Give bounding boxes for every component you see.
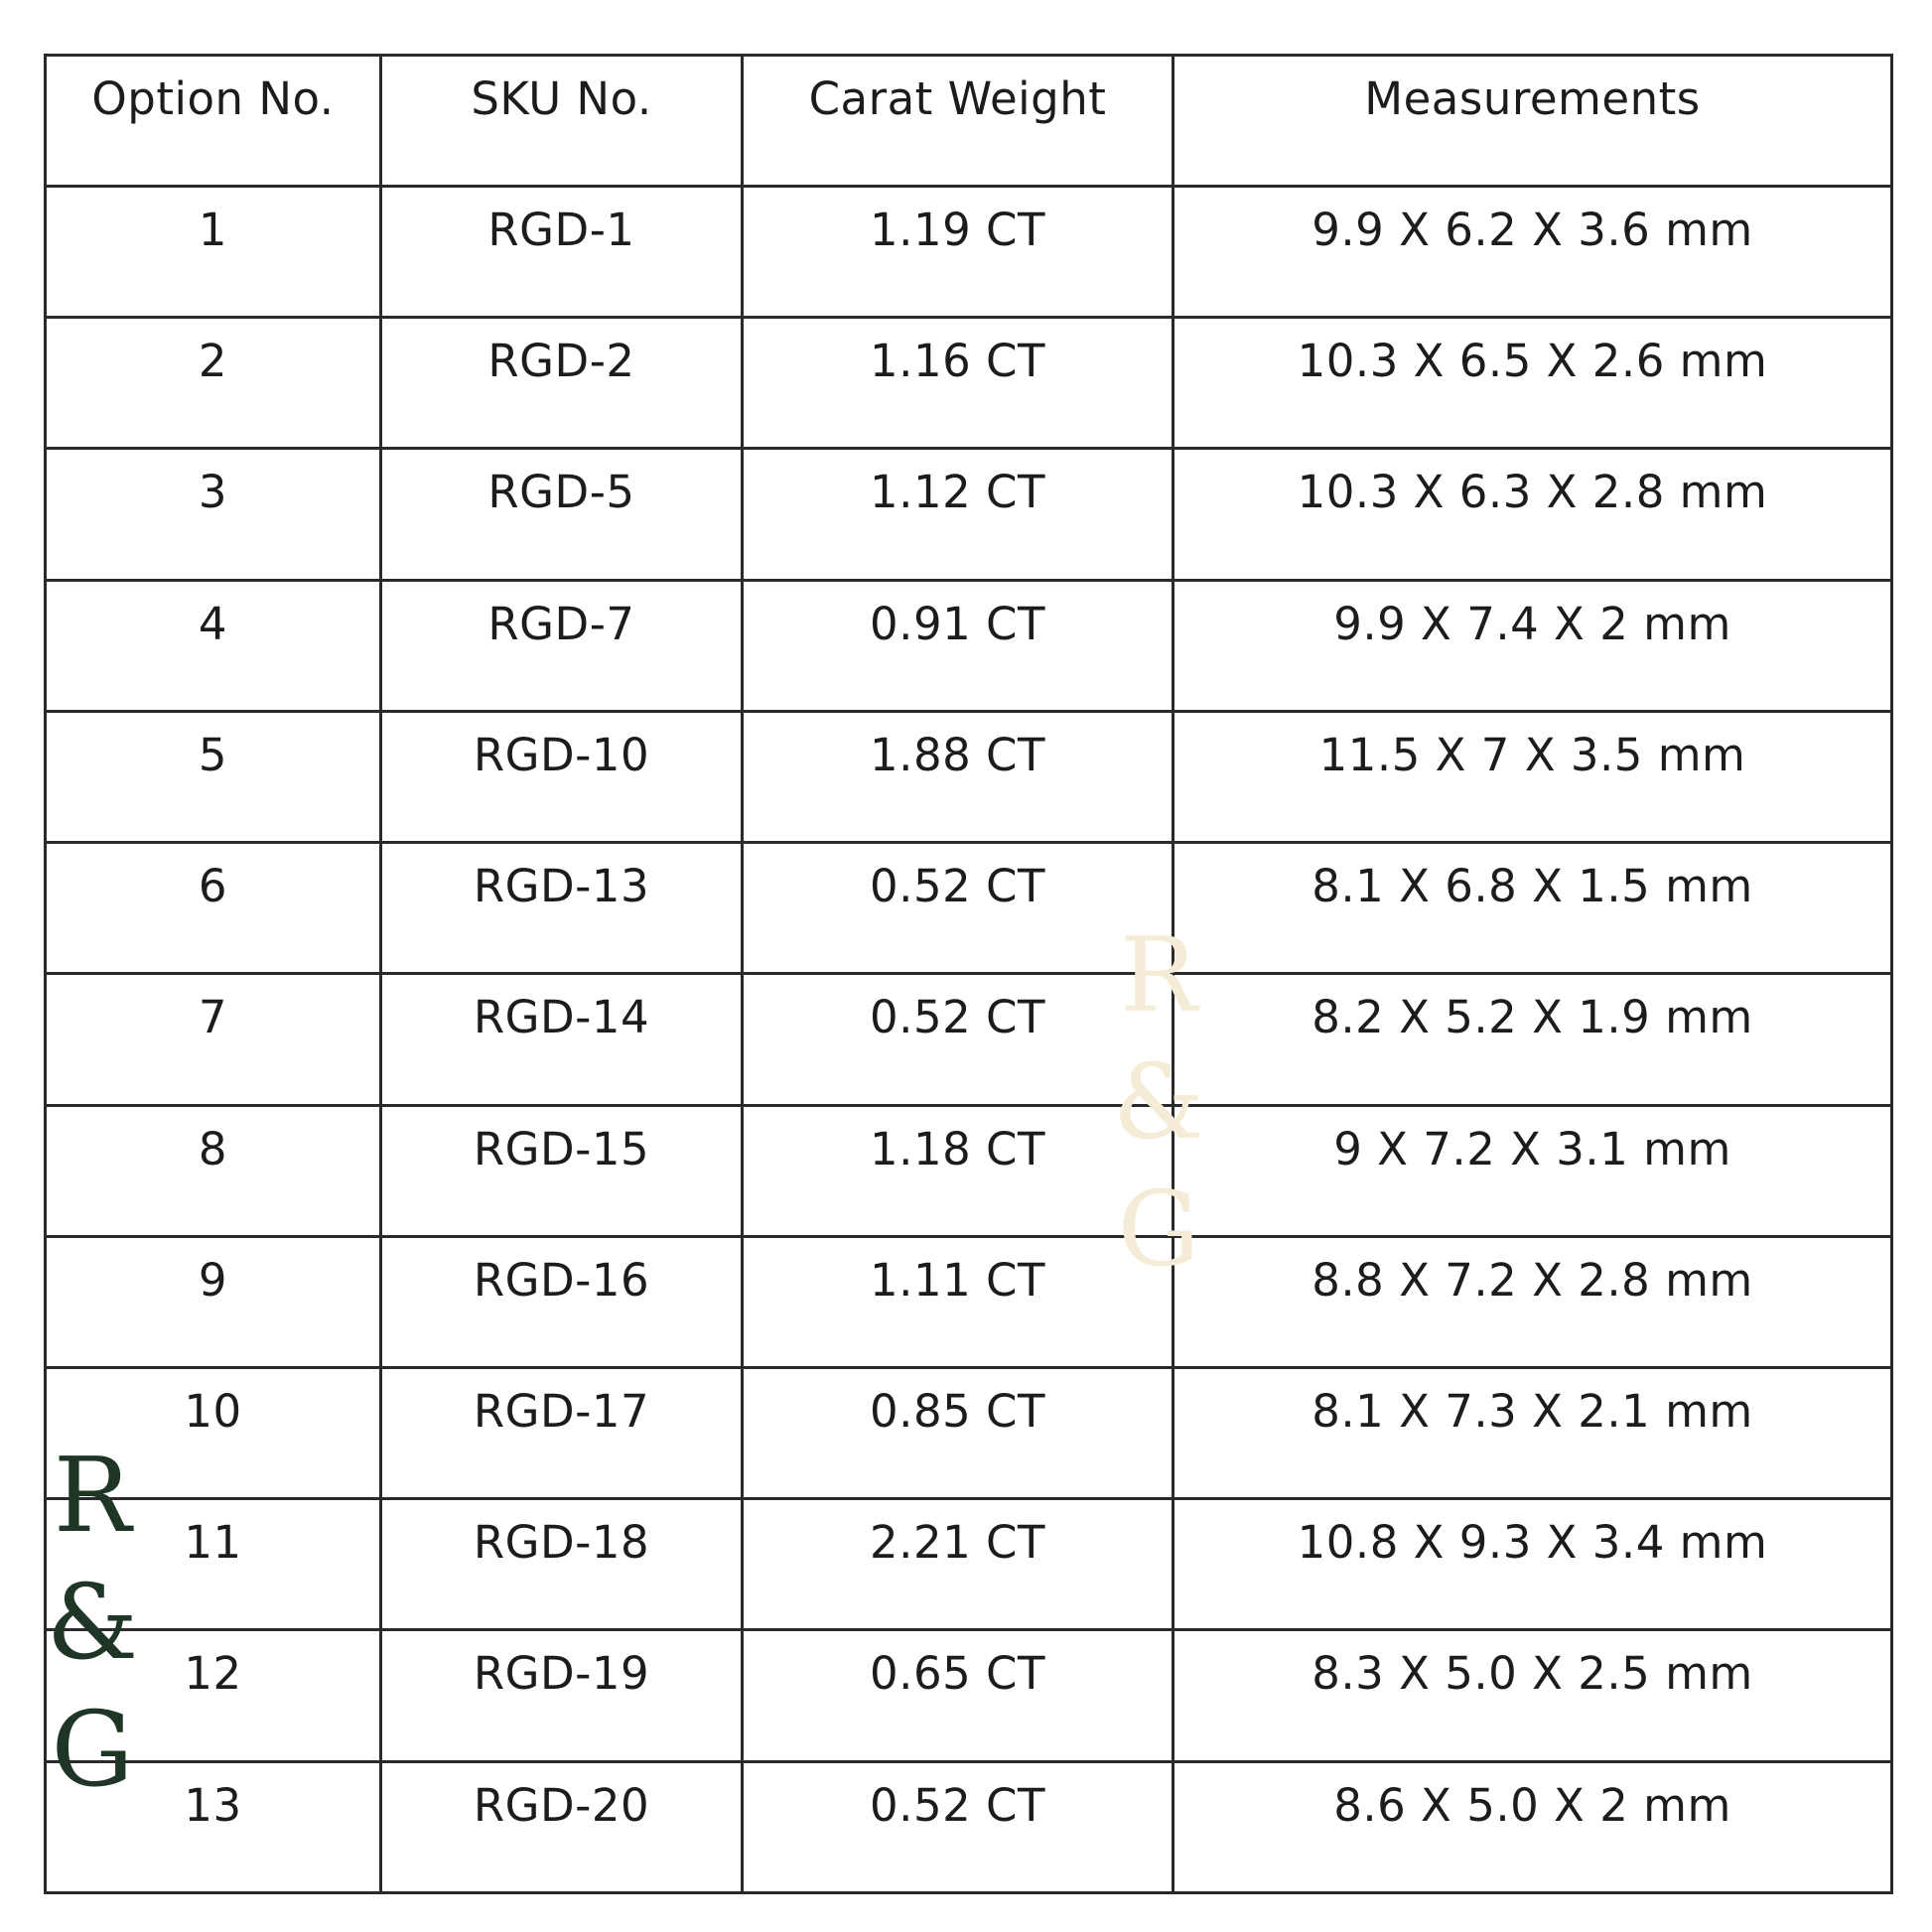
cell-measurements: 8.1 X 7.3 X 2.1 mm bbox=[1173, 1367, 1892, 1498]
watermark-letter-g: G bbox=[1117, 1169, 1200, 1290]
cell-sku-no: RGD-15 bbox=[381, 1105, 743, 1236]
cell-carat-weight: 2.21 CT bbox=[743, 1499, 1173, 1630]
cell-sku-no: RGD-20 bbox=[381, 1761, 743, 1892]
table-row bbox=[46, 1630, 1892, 1761]
cell-option-no: 1 bbox=[46, 187, 381, 318]
cell-carat-weight: 0.52 CT bbox=[743, 1761, 1173, 1892]
cell-sku-no: RGD-14 bbox=[381, 974, 743, 1105]
table-row bbox=[46, 449, 1892, 580]
spec-table bbox=[44, 54, 1893, 1894]
cell-sku-no: RGD-13 bbox=[381, 843, 743, 974]
cell-measurements: 10.3 X 6.3 X 2.8 mm bbox=[1173, 449, 1892, 580]
cell-sku-no: RGD-17 bbox=[381, 1367, 743, 1498]
cell-option-no: 3 bbox=[46, 449, 381, 580]
cell-option-no: 7 bbox=[46, 974, 381, 1105]
cell-sku-no: RGD-18 bbox=[381, 1499, 743, 1630]
cell-carat-weight: 1.18 CT bbox=[743, 1105, 1173, 1236]
logo-letter-r: R bbox=[53, 1435, 132, 1556]
cell-option-no: 9 bbox=[46, 1236, 381, 1367]
cell-carat-weight: 1.12 CT bbox=[743, 449, 1173, 580]
cell-measurements: 8.6 X 5.0 X 2 mm bbox=[1173, 1761, 1892, 1892]
cell-carat-weight: 1.11 CT bbox=[743, 1236, 1173, 1367]
table-row bbox=[46, 1499, 1892, 1630]
cell-option-no: 11 bbox=[46, 1499, 381, 1630]
cell-sku-no: RGD-5 bbox=[381, 449, 743, 580]
table-row bbox=[46, 843, 1892, 974]
cell-sku-no: RGD-10 bbox=[381, 711, 743, 842]
cell-carat-weight: 0.52 CT bbox=[743, 843, 1173, 974]
cell-option-no: 13 bbox=[46, 1761, 381, 1892]
header-sku-no: SKU No. bbox=[381, 56, 743, 187]
cell-option-no: 6 bbox=[46, 843, 381, 974]
cell-carat-weight: 0.52 CT bbox=[743, 974, 1173, 1105]
table-body bbox=[46, 187, 1892, 1893]
cell-measurements: 10.8 X 9.3 X 3.4 mm bbox=[1173, 1499, 1892, 1630]
cell-measurements: 8.8 X 7.2 X 2.8 mm bbox=[1173, 1236, 1892, 1367]
cell-sku-no: RGD-16 bbox=[381, 1236, 743, 1367]
watermark-letter-r: R bbox=[1119, 914, 1198, 1035]
cell-measurements: 9.9 X 7.4 X 2 mm bbox=[1173, 580, 1892, 711]
cell-measurements: 8.3 X 5.0 X 2.5 mm bbox=[1173, 1630, 1892, 1761]
cell-sku-no: RGD-2 bbox=[381, 318, 743, 449]
logo-letter-g: G bbox=[51, 1689, 134, 1810]
cell-measurements: 8.2 X 5.2 X 1.9 mm bbox=[1173, 974, 1892, 1105]
cell-option-no: 4 bbox=[46, 580, 381, 711]
table-row bbox=[46, 318, 1892, 449]
cell-measurements: 9 X 7.2 X 3.1 mm bbox=[1173, 1105, 1892, 1236]
cell-option-no: 2 bbox=[46, 318, 381, 449]
cell-option-no: 12 bbox=[46, 1630, 381, 1761]
logo-ampersand: & bbox=[46, 1562, 139, 1683]
cell-measurements: 10.3 X 6.5 X 2.6 mm bbox=[1173, 318, 1892, 449]
table-row bbox=[46, 711, 1892, 842]
cell-carat-weight: 0.85 CT bbox=[743, 1367, 1173, 1498]
cell-carat-weight: 1.16 CT bbox=[743, 318, 1173, 449]
cell-option-no: 5 bbox=[46, 711, 381, 842]
watermark-ampersand: & bbox=[1112, 1041, 1205, 1163]
header-carat-weight: Carat Weight bbox=[743, 56, 1173, 187]
table-row bbox=[46, 187, 1892, 318]
cell-option-no: 8 bbox=[46, 1105, 381, 1236]
header-row bbox=[46, 56, 1892, 187]
table-row bbox=[46, 1105, 1892, 1236]
cell-option-no: 10 bbox=[46, 1367, 381, 1498]
cell-sku-no: RGD-1 bbox=[381, 187, 743, 318]
table-row bbox=[46, 1367, 1892, 1498]
cell-measurements: 9.9 X 6.2 X 3.6 mm bbox=[1173, 187, 1892, 318]
cell-carat-weight: 1.19 CT bbox=[743, 187, 1173, 318]
table-row bbox=[46, 580, 1892, 711]
cell-carat-weight: 0.65 CT bbox=[743, 1630, 1173, 1761]
cell-carat-weight: 1.88 CT bbox=[743, 711, 1173, 842]
header-option-no: Option No. bbox=[46, 56, 381, 187]
cell-measurements: 8.1 X 6.8 X 1.5 mm bbox=[1173, 843, 1892, 974]
table-row bbox=[46, 974, 1892, 1105]
table-row bbox=[46, 1761, 1892, 1892]
cell-measurements: 11.5 X 7 X 3.5 mm bbox=[1173, 711, 1892, 842]
header-measurements: Measurements bbox=[1173, 56, 1892, 187]
table-row bbox=[46, 1236, 1892, 1367]
cell-sku-no: RGD-19 bbox=[381, 1630, 743, 1761]
cell-sku-no: RGD-7 bbox=[381, 580, 743, 711]
cell-carat-weight: 0.91 CT bbox=[743, 580, 1173, 711]
